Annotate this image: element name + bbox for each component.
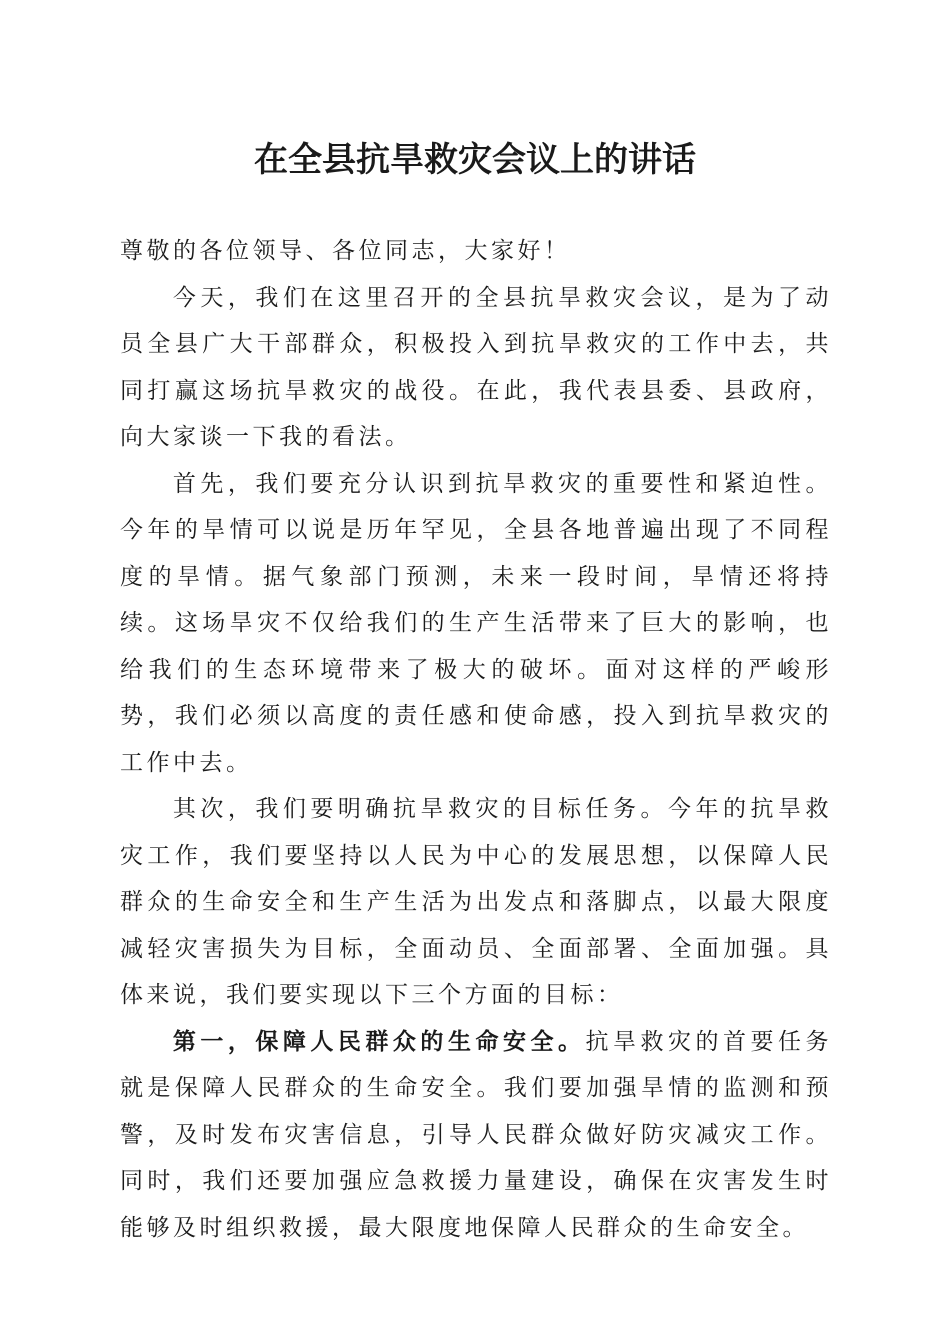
paragraph-text: 其次，我们要明确抗旱救灾的目标任务。今年的抗旱救灾工作，我们要坚持以人民为中心的发展思想，以保障人民群众的生命安全和生产生活为出发点和落脚点，以最大限度减轻灾害损失为目标，全面动员、全面部署、全面加强。具体来说，我们要实现以下三个方面的目标：: [120, 796, 832, 1008]
paragraph-text: 今天，我们在这里召开的全县抗旱救灾会议，是为了动员全县广大干部群众，积极投入到抗旱救灾的工作中去，共同打赢这场抗旱救灾的战役。在此，我代表县委、县政府，向大家谈一下我的看法。: [120, 284, 832, 450]
paragraph-intro: [120, 275, 832, 461]
document-body: [120, 228, 832, 1251]
paragraph-urgency: [120, 461, 832, 787]
paragraph-goal-one: [120, 1019, 832, 1252]
paragraph-text: 抗旱救灾的首要任务就是保障人民群众的生命安全。我们要加强旱情的监测和预警，及时发布灾害信息，引导人民群众做好防灾减灾工作。同时，我们还要加强应急救援力量建设，确保在灾害发生时能够及时组织救援，最大限度地保障人民群众的生命安全。: [120, 1028, 833, 1241]
paragraph-goals: [120, 786, 832, 1019]
document-title: 在全县抗旱救灾会议上的讲话: [254, 140, 696, 180]
paragraph-text: 首先，我们要充分认识到抗旱救灾的重要性和紧迫性。今年的旱情可以说是历年罕见，全县各地普遍出现了不同程度的旱情。据气象部门预测，未来一段时间，旱情还将持续。这场旱灾不仅给我们的生产生活带来了巨大的影响，也给我们的生态环境带来了极大的破坏。面对这样的严峻形势，我们必须以高度的责任感和使命感，投入到抗旱救灾的工作中去。: [120, 470, 832, 776]
salutation: 尊敬的各位领导、各位同志，大家好！: [120, 238, 571, 264]
paragraph-lead: 第一，保障人民群众的生命安全。: [172, 1027, 586, 1055]
